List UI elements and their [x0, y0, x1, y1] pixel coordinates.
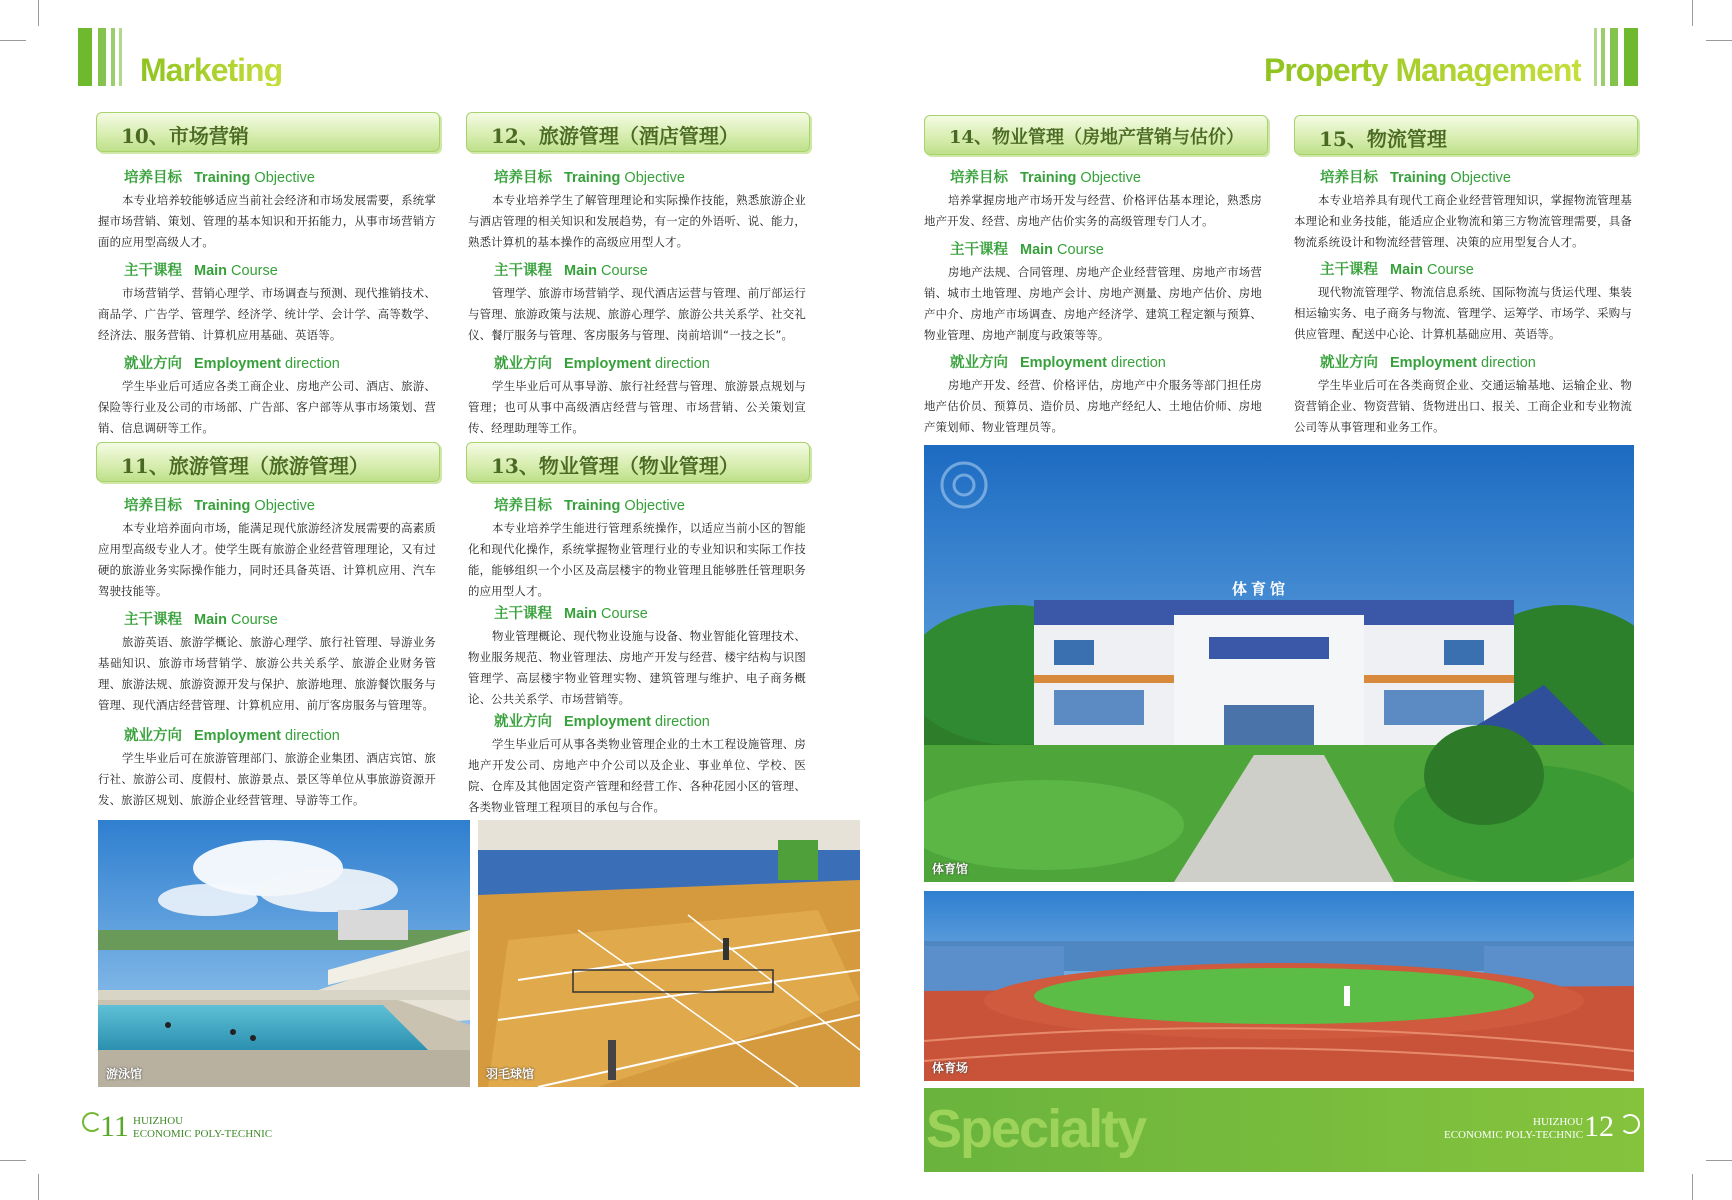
section-heading-text: 14、物业管理（房地产营销与估价） — [949, 127, 1245, 148]
swirl-ornament-icon — [1620, 1114, 1640, 1134]
school-name-line1: HUIZHOU — [133, 1115, 184, 1127]
section-heading — [1294, 115, 1638, 155]
main-course-label: 主干课程 Main Course — [124, 263, 278, 279]
swirl-ornament-icon — [82, 1112, 102, 1132]
employment-direction-text: 学生毕业后可在旅游管理部门、旅游企业集团、酒店宾馆、旅行社、旅游公司、度假村、旅游景点、景区等单位从事旅游资源开发、旅游区规划、旅游企业经营管理、导游等工作。 — [98, 751, 436, 807]
section-heading — [466, 112, 810, 152]
page-number: 11 — [100, 1110, 129, 1143]
employment-direction-text: 学生毕业后可在各类商贸企业、交通运输基地、运输企业、物资营销企业、物资营销、货物进出口、报关、工商企业和专业物流公司等从事管理和业务工作。 — [1294, 378, 1632, 434]
section-heading — [466, 442, 810, 482]
training-objective-text: 培养掌握房地产市场开发与经营、价格评估基本理论，熟悉房地产开发、经营、房地产估价实务的高级管理专门人才。 — [924, 193, 1262, 228]
swimming-pool-photo — [98, 820, 470, 1087]
photo-caption: 体育场 — [932, 1061, 969, 1075]
employment-direction-text: 学生毕业后可从事各类物业管理企业的土木工程设施管理、房地产开发公司、房地产中介公司以及企业、事业单位、学校、医院、仓库及其他固定资产管理和经营工作、各种花园小区的管理、各类物业管理工程项目的承包与合作。 — [468, 737, 806, 814]
main-course-text: 管理学、旅游市场营销学、现代酒店运营与管理、前厅部运行与管理、旅游政策与法规、旅游心理学、旅游公共关系学、社交礼仪、餐厅服务与管理、客房服务与管理、岗前培训“一技之长”。 — [468, 286, 806, 342]
section-heading — [924, 115, 1268, 155]
crop-mark — [1692, 0, 1693, 26]
training-objective-label: 培养目标 Training Objective — [1320, 170, 1511, 186]
header-stripes — [78, 28, 138, 86]
main-course-text: 物业管理概论、现代物业设施与设备、物业智能化管理技术、物业服务规范、物业管理法、房地产开发与经营、楼宇结构与识图管理学、高层楼宇物业管理实物、建筑管理与维护、电子商务概论、公共关系学、市场营销等。 — [468, 629, 806, 706]
school-name-line2: ECONOMIC POLY-TECHNIC — [1444, 1129, 1584, 1141]
crop-mark — [0, 1160, 26, 1161]
main-course-label: 主干课程 Main Course — [1320, 262, 1474, 278]
main-course-label: 主干课程 Main Course — [124, 612, 278, 628]
school-name-line1: HUIZHOU — [1533, 1116, 1584, 1128]
employment-direction-label: 就业方向 Employment direction — [124, 356, 340, 372]
crop-mark — [1692, 1174, 1693, 1200]
specialty-band — [924, 1088, 1644, 1172]
main-course-label: 主干课程 Main Course — [494, 606, 648, 622]
employment-direction-label: 就业方向 Employment direction — [1320, 355, 1536, 371]
crop-mark — [0, 40, 26, 41]
section-heading-text: 10、市场营销 — [121, 124, 249, 148]
page-number: 12 — [1584, 1110, 1614, 1143]
section-heading — [96, 442, 440, 482]
main-course-label: 主干课程 Main Course — [950, 242, 1104, 258]
training-objective-label: 培养目标 Training Objective — [494, 498, 685, 514]
photo-caption: 游泳馆 — [106, 1067, 143, 1081]
employment-direction-label: 就业方向 Employment direction — [494, 714, 710, 730]
specialty-text: Specialty — [926, 1099, 1146, 1159]
section-heading — [96, 112, 440, 152]
section-heading-text: 15、物流管理 — [1319, 127, 1447, 151]
main-course-text: 现代物流管理学、物流信息系统、国际物流与货运代理、集装相运输实务、电子商务与物流、管理学、运筹学、市场学、采购与供应管理、配送中心论、计算机基础应用、英语等。 — [1294, 285, 1632, 341]
training-objective-label: 培养目标 Training Objective — [124, 170, 315, 186]
right-page — [866, 0, 1732, 1200]
section-heading-text: 11、旅游管理（旅游管理） — [121, 454, 369, 478]
crop-mark — [38, 1174, 39, 1200]
main-course-text: 旅游英语、旅游学概论、旅游心理学、旅行社管理、导游业务基础知识、旅游市场营销学、旅游公共关系学、旅游企业财务管理、旅游法规、旅游资源开发与保护、旅游地理、旅游餐饮服务与管理、现代酒店经营管理、计算机应用、前厅客房服务与管理等。 — [98, 635, 436, 712]
school-name-line2: ECONOMIC POLY-TECHNIC — [133, 1128, 273, 1140]
training-objective-label: 培养目标 Training Objective — [124, 498, 315, 514]
photo-caption: 体育馆 — [932, 862, 969, 876]
employment-direction-label: 就业方向 Employment direction — [494, 356, 710, 372]
crop-mark — [38, 0, 39, 26]
header-stripes — [1594, 28, 1654, 86]
employment-direction-text: 学生毕业后可适应各类工商企业、房地产公司、酒店、旅游、保险等行业及公司的市场部、广告部、客户部等从事市场策划、营销、信息调研等工作。 — [98, 379, 436, 435]
crop-mark — [1706, 1160, 1732, 1161]
employment-direction-label: 就业方向 Employment direction — [124, 728, 340, 744]
main-course-label: 主干课程 Main Course — [494, 263, 648, 279]
stadium-photo — [924, 891, 1634, 1081]
training-objective-label: 培养目标 Training Objective — [494, 170, 685, 186]
page-title: Property Management — [1264, 52, 1582, 88]
training-objective-label: 培养目标 Training Objective — [950, 170, 1141, 186]
training-objective-text: 本专业培养面向市场，能满足现代旅游经济发展需要的高素质应用型高级专业人才。使学生既有旅游企业经营管理理论，又有过硬的旅游业务实际操作能力，同时还具备英语、计算机应用、汽车驾驶技能等。 — [98, 521, 436, 598]
employment-direction-text: 房地产开发、经营、价格评估，房地产中介服务等部门担任房地产估价员、预算员、造价员、房地产经纪人、土地估价师、房地产策划师、物业管理员等。 — [924, 378, 1262, 434]
training-objective-text: 本专业培养学生能进行管理系统操作，以适应当前小区的智能化和现代化操作，系统掌握物业管理行业的专业知识和实际工作技能，能够组织一个小区及高层楼宇的物业管理且能够胜任管理职务的应用型人才。 — [468, 521, 806, 598]
page-title: Marketing — [140, 52, 283, 88]
gymnasium-sign: 体育馆 — [1232, 580, 1290, 598]
photo-caption: 羽毛球馆 — [486, 1067, 535, 1081]
gymnasium-photo — [924, 445, 1634, 882]
section-heading-text: 13、物业管理（物业管理） — [491, 454, 739, 478]
employment-direction-text: 学生毕业后可从事导游、旅行社经营与管理、旅游景点规划与管理；也可从事中高级酒店经营与管理、市场营销、公关策划宣传、经理助理等工作。 — [468, 379, 806, 435]
section-heading-text: 12、旅游管理（酒店管理） — [491, 124, 739, 148]
employment-direction-label: 就业方向 Employment direction — [950, 355, 1166, 371]
main-course-text: 市场营销学、营销心理学、市场调查与预测、现代推销技术、商品学、广告学、管理学、经济学、统计学、会计学、高等数学、经济法、服务营销、计算机应用基础、英语等。 — [98, 286, 436, 342]
crop-mark — [1706, 40, 1732, 41]
training-objective-text: 本专业培养较能够适应当前社会经济和市场发展需要，系统掌握市场营销、策划、管理的基本知识和开拓能力，从事市场营销方面的应用型高级人才。 — [98, 193, 436, 249]
school-name — [1444, 1116, 1583, 1142]
main-course-text: 房地产法规、合同管理、房地产企业经营管理、房地产市场营销、城市土地管理、房地产会计、房地产测量、房地产估价、房地产中介、房地产市场调查、房地产经济学、建筑工程定额与预算、物业管理、房地产制度与政策等等。 — [924, 265, 1262, 342]
badminton-hall-photo — [478, 820, 860, 1087]
school-name — [133, 1115, 272, 1141]
training-objective-text: 本专业培养学生了解管理理论和实际操作技能，熟悉旅游企业与酒店管理的相关知识和发展趋势，有一定的外语听、说、能力，熟悉计算机的基本操作的高级应用型人才。 — [468, 193, 806, 249]
training-objective-text: 本专业培养具有现代工商企业经营管理知识，掌握物流管理基本理论和业务技能，能适应企业物流和第三方物流管理需要，具备物流系统设计和物流经营管理、决策的应用型复合人才。 — [1294, 193, 1632, 249]
